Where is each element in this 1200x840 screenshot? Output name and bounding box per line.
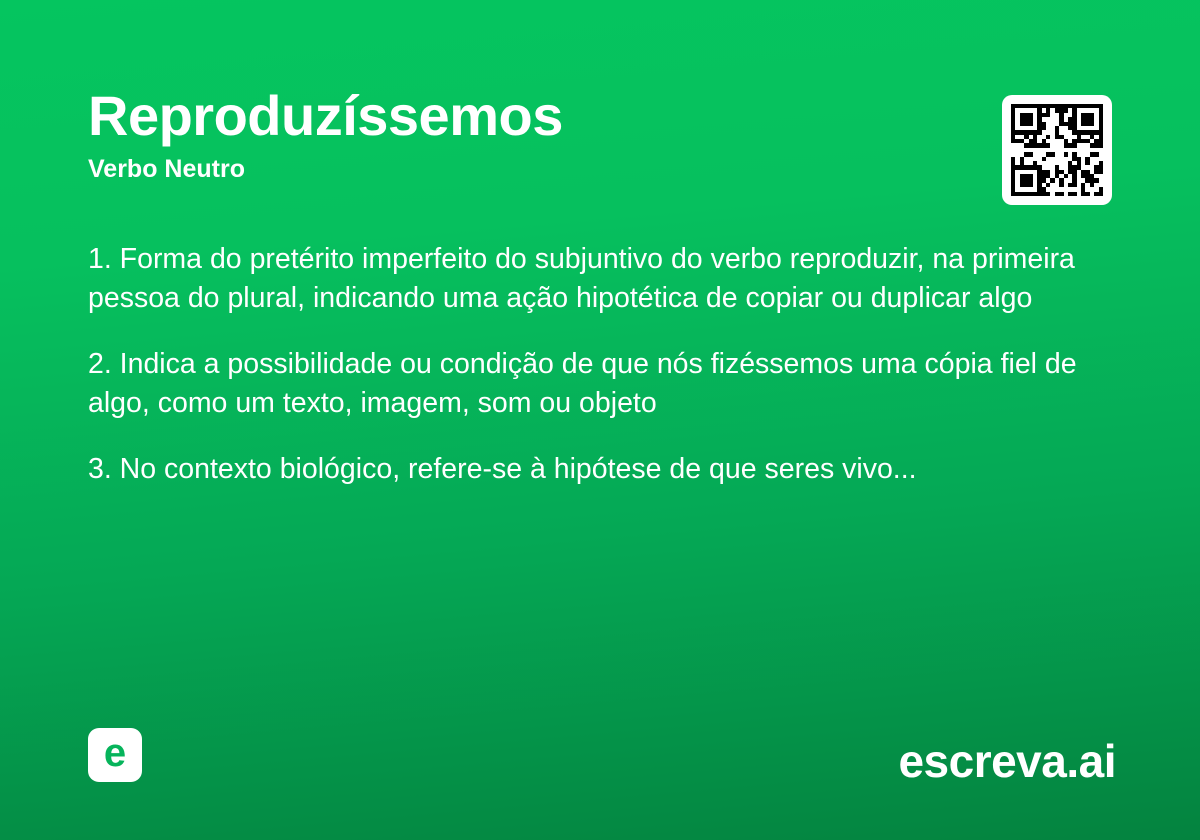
qr-code-icon[interactable]	[1002, 95, 1112, 205]
brand-logo-mark	[88, 728, 142, 782]
definition-item: 1. Forma do pretérito imperfeito do subjuntivo do verbo reproduzir, na primeira pessoa do plural, indicando uma ação hipotética de copiar ou duplicar algo	[88, 242, 1075, 314]
definition-list	[88, 240, 1098, 489]
card-content	[88, 86, 1112, 489]
brand-wordmark: escreva.ai	[898, 735, 1116, 787]
definition-item: 2. Indica a possibilidade ou condição de que nós fizéssemos uma cópia fiel de algo, como um texto, imagem, som ou objeto	[88, 348, 1077, 420]
word-class-label: Verbo Neutro	[88, 155, 245, 184]
definition-item: 3. No contexto biológico, refere-se à hipótese de que seres vivo...	[88, 453, 917, 486]
page-title: Reproduzíssemos	[88, 84, 563, 147]
brand-logo-letter: e	[103, 731, 127, 775]
